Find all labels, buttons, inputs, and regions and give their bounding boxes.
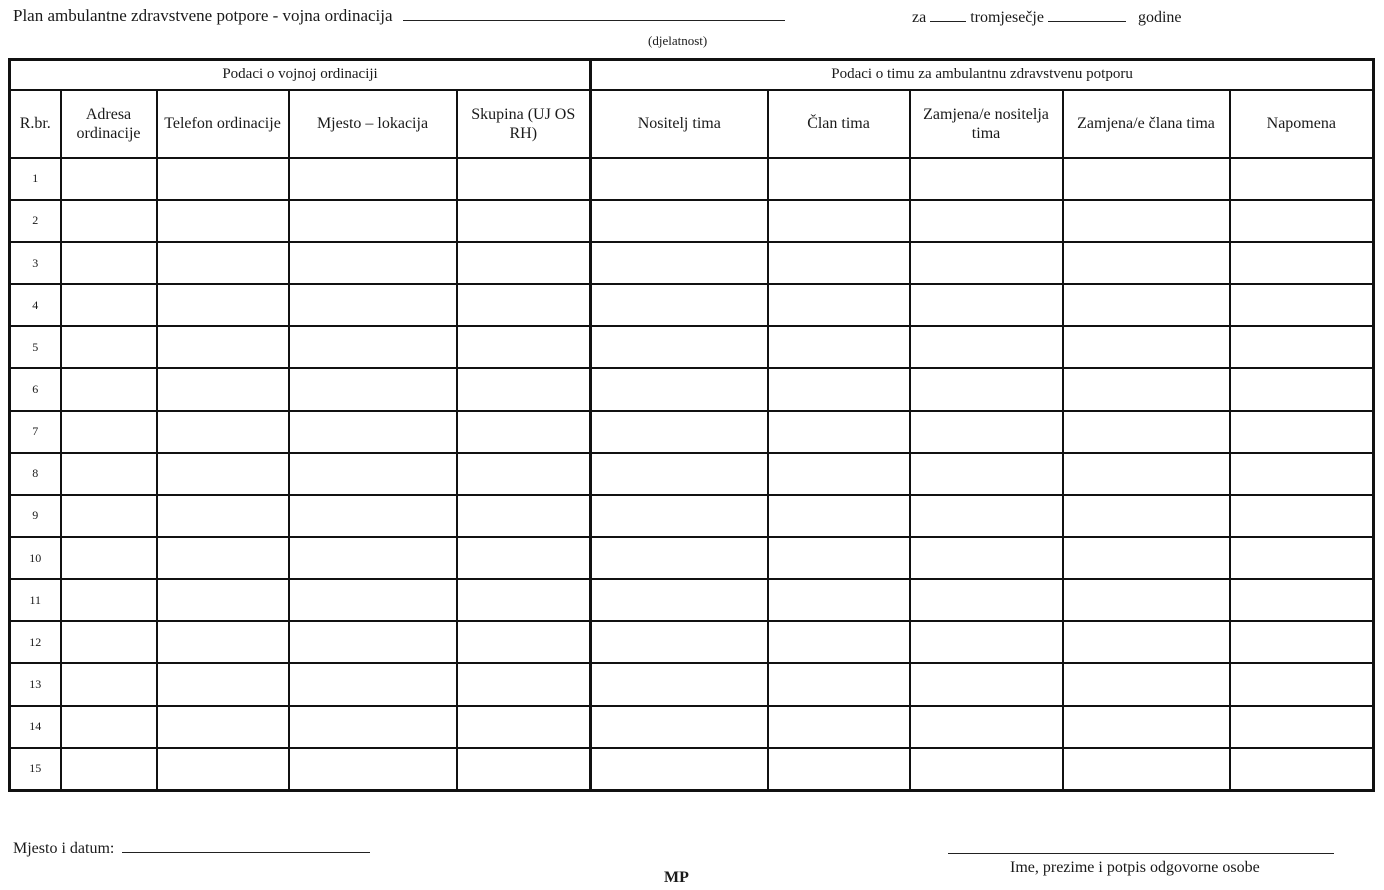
table-cell[interactable] bbox=[768, 284, 910, 326]
table-cell[interactable] bbox=[289, 453, 457, 495]
table-cell[interactable] bbox=[591, 368, 768, 410]
table-cell[interactable] bbox=[1063, 200, 1230, 242]
table-cell[interactable] bbox=[1063, 453, 1230, 495]
table-cell[interactable] bbox=[768, 158, 910, 200]
plan-table bbox=[8, 58, 1375, 792]
table-cell[interactable] bbox=[157, 200, 289, 242]
table-cell[interactable] bbox=[591, 200, 768, 242]
col-header-adresa: Adresa ordinacije bbox=[61, 90, 157, 158]
table-cell[interactable] bbox=[591, 495, 768, 537]
table-row bbox=[10, 537, 1374, 579]
row-number: 10 bbox=[10, 537, 61, 579]
table-cell[interactable] bbox=[157, 537, 289, 579]
group-header-tim: Podaci o timu za ambulantnu zdravstvenu potporu bbox=[591, 60, 1374, 90]
table-cell[interactable] bbox=[1063, 706, 1230, 748]
table-row bbox=[10, 621, 1374, 663]
table-cell[interactable] bbox=[289, 579, 457, 621]
table-cell[interactable] bbox=[1063, 663, 1230, 705]
table-cell[interactable] bbox=[768, 495, 910, 537]
table-cell[interactable] bbox=[157, 663, 289, 705]
table-cell[interactable] bbox=[768, 242, 910, 284]
table-cell[interactable] bbox=[289, 663, 457, 705]
table-cell[interactable] bbox=[910, 284, 1063, 326]
col-header-zamjena-nositelja: Zamjena/e nositelja tima bbox=[910, 90, 1063, 158]
table-cell[interactable] bbox=[1230, 326, 1374, 368]
table-cell[interactable] bbox=[910, 368, 1063, 410]
row-number: 3 bbox=[10, 242, 61, 284]
table-cell[interactable] bbox=[768, 411, 910, 453]
document-title bbox=[13, 3, 785, 26]
table-cell[interactable] bbox=[289, 621, 457, 663]
signature-label: Ime, prezime i potpis odgovorne osobe bbox=[1010, 859, 1260, 876]
table-row bbox=[10, 368, 1374, 410]
table-cell[interactable] bbox=[457, 453, 591, 495]
table-row bbox=[10, 453, 1374, 495]
row-number: 2 bbox=[10, 200, 61, 242]
table-cell[interactable] bbox=[1063, 326, 1230, 368]
table-row bbox=[10, 663, 1374, 705]
table-cell[interactable] bbox=[1230, 537, 1374, 579]
title-text: Plan ambulantne zdravstvene potpore - vojna ordinacija bbox=[13, 6, 393, 25]
table-cell[interactable] bbox=[1230, 748, 1374, 791]
signature-field[interactable] bbox=[948, 836, 1334, 854]
table-cell[interactable] bbox=[457, 411, 591, 453]
za-label: za bbox=[912, 9, 927, 26]
table-cell[interactable] bbox=[1230, 368, 1374, 410]
table-cell[interactable] bbox=[768, 326, 910, 368]
table-cell[interactable] bbox=[768, 453, 910, 495]
table-cell[interactable] bbox=[61, 158, 157, 200]
table-cell[interactable] bbox=[910, 242, 1063, 284]
column-header-row bbox=[10, 90, 1374, 158]
table-cell[interactable] bbox=[61, 453, 157, 495]
table-cell[interactable] bbox=[289, 158, 457, 200]
table-cell[interactable] bbox=[768, 621, 910, 663]
table-cell[interactable] bbox=[157, 368, 289, 410]
table-cell[interactable] bbox=[768, 663, 910, 705]
place-date-label: Mjesto i datum: bbox=[13, 840, 115, 857]
table-row bbox=[10, 326, 1374, 368]
table-cell[interactable] bbox=[289, 537, 457, 579]
table-cell[interactable] bbox=[591, 284, 768, 326]
table-cell[interactable] bbox=[289, 284, 457, 326]
table-cell[interactable] bbox=[591, 158, 768, 200]
table-cell[interactable] bbox=[1230, 453, 1374, 495]
col-header-napomena: Napomena bbox=[1230, 90, 1374, 158]
table-cell[interactable] bbox=[61, 579, 157, 621]
table-cell[interactable] bbox=[591, 579, 768, 621]
table-cell[interactable] bbox=[157, 326, 289, 368]
godine-label: godine bbox=[1137, 9, 1182, 26]
place-date-field[interactable] bbox=[122, 835, 370, 853]
table-cell[interactable] bbox=[457, 537, 591, 579]
tromjesecje-label: tromjesečje bbox=[970, 9, 1044, 26]
table-cell[interactable] bbox=[591, 706, 768, 748]
table-row bbox=[10, 495, 1374, 537]
table-cell[interactable] bbox=[1230, 284, 1374, 326]
row-number: 13 bbox=[10, 663, 61, 705]
table-cell[interactable] bbox=[157, 579, 289, 621]
col-header-skupina: Skupina (UJ OS RH) bbox=[457, 90, 591, 158]
table-cell[interactable] bbox=[61, 706, 157, 748]
table-cell[interactable] bbox=[61, 368, 157, 410]
table-cell[interactable] bbox=[1063, 495, 1230, 537]
table-cell[interactable] bbox=[768, 368, 910, 410]
col-header-nositelj: Nositelj tima bbox=[591, 90, 768, 158]
col-header-mjesto: Mjesto – lokacija bbox=[289, 90, 457, 158]
row-number: 14 bbox=[10, 706, 61, 748]
table-cell[interactable] bbox=[910, 537, 1063, 579]
table-cell[interactable] bbox=[1230, 242, 1374, 284]
table-cell[interactable] bbox=[1063, 284, 1230, 326]
table-cell[interactable] bbox=[1230, 621, 1374, 663]
table-cell[interactable] bbox=[591, 242, 768, 284]
table-row bbox=[10, 748, 1374, 791]
table-cell[interactable] bbox=[1230, 495, 1374, 537]
table-cell[interactable] bbox=[61, 411, 157, 453]
table-cell[interactable] bbox=[157, 453, 289, 495]
table-row bbox=[10, 158, 1374, 200]
table-cell[interactable] bbox=[1230, 158, 1374, 200]
col-header-telefon: Telefon ordinacije bbox=[157, 90, 289, 158]
table-cell[interactable] bbox=[289, 411, 457, 453]
table-cell[interactable] bbox=[457, 748, 591, 791]
table-cell[interactable] bbox=[289, 706, 457, 748]
table-cell[interactable] bbox=[910, 158, 1063, 200]
table-cell[interactable] bbox=[910, 326, 1063, 368]
table-cell[interactable] bbox=[1063, 158, 1230, 200]
table-cell[interactable] bbox=[157, 495, 289, 537]
table-cell[interactable] bbox=[910, 495, 1063, 537]
row-number: 5 bbox=[10, 326, 61, 368]
table-cell[interactable] bbox=[157, 284, 289, 326]
table-cell[interactable] bbox=[289, 242, 457, 284]
table-cell[interactable] bbox=[457, 158, 591, 200]
table-cell[interactable] bbox=[457, 200, 591, 242]
table-cell[interactable] bbox=[457, 706, 591, 748]
table-cell[interactable] bbox=[1230, 706, 1374, 748]
row-number: 12 bbox=[10, 621, 61, 663]
table-cell[interactable] bbox=[61, 495, 157, 537]
row-number: 15 bbox=[10, 748, 61, 791]
col-header-clan: Član tima bbox=[768, 90, 910, 158]
table-cell[interactable] bbox=[157, 158, 289, 200]
table-cell[interactable] bbox=[591, 326, 768, 368]
table-cell[interactable] bbox=[1063, 411, 1230, 453]
table-cell[interactable] bbox=[61, 242, 157, 284]
quarter-field[interactable] bbox=[930, 4, 966, 22]
activity-sublabel: (djelatnost) bbox=[648, 33, 708, 48]
col-header-rbr: R.br. bbox=[10, 90, 61, 158]
table-cell[interactable] bbox=[1063, 368, 1230, 410]
table-cell[interactable] bbox=[289, 200, 457, 242]
table-cell[interactable] bbox=[768, 706, 910, 748]
table-cell[interactable] bbox=[61, 748, 157, 791]
table-cell[interactable] bbox=[768, 537, 910, 579]
col-header-zamjena-clana: Zamjena/e člana tima bbox=[1063, 90, 1230, 158]
table-cell[interactable] bbox=[910, 453, 1063, 495]
place-date-line bbox=[13, 835, 370, 858]
table-cell[interactable] bbox=[1230, 200, 1374, 242]
row-number: 9 bbox=[10, 495, 61, 537]
table-cell[interactable] bbox=[157, 748, 289, 791]
table-cell[interactable] bbox=[910, 621, 1063, 663]
table-cell[interactable] bbox=[910, 663, 1063, 705]
table-cell[interactable] bbox=[910, 706, 1063, 748]
table-cell[interactable] bbox=[61, 200, 157, 242]
table-cell[interactable] bbox=[61, 326, 157, 368]
table-cell[interactable] bbox=[61, 621, 157, 663]
row-number: 4 bbox=[10, 284, 61, 326]
table-cell[interactable] bbox=[61, 537, 157, 579]
activity-field[interactable] bbox=[403, 3, 785, 21]
table-row bbox=[10, 284, 1374, 326]
table-cell[interactable] bbox=[591, 453, 768, 495]
table-cell[interactable] bbox=[591, 621, 768, 663]
table-cell[interactable] bbox=[289, 495, 457, 537]
table-cell[interactable] bbox=[1063, 242, 1230, 284]
year-field[interactable] bbox=[1048, 4, 1126, 22]
table-cell[interactable] bbox=[457, 495, 591, 537]
table-row bbox=[10, 706, 1374, 748]
table-cell[interactable] bbox=[591, 537, 768, 579]
group-header-ordinacija: Podaci o vojnoj ordinaciji bbox=[10, 60, 591, 90]
table-cell[interactable] bbox=[289, 748, 457, 791]
stamp-label: MP bbox=[664, 869, 689, 886]
table-cell[interactable] bbox=[157, 706, 289, 748]
table-cell[interactable] bbox=[910, 748, 1063, 791]
table-cell[interactable] bbox=[910, 411, 1063, 453]
table-row bbox=[10, 579, 1374, 621]
table-cell[interactable] bbox=[289, 326, 457, 368]
table-cell[interactable] bbox=[768, 200, 910, 242]
table-cell[interactable] bbox=[289, 368, 457, 410]
table-cell[interactable] bbox=[457, 368, 591, 410]
table-cell[interactable] bbox=[457, 242, 591, 284]
table-cell[interactable] bbox=[1063, 537, 1230, 579]
table-cell[interactable] bbox=[1063, 748, 1230, 791]
table-cell[interactable] bbox=[157, 621, 289, 663]
row-number: 6 bbox=[10, 368, 61, 410]
table-cell[interactable] bbox=[591, 411, 768, 453]
row-number: 1 bbox=[10, 158, 61, 200]
row-number: 11 bbox=[10, 579, 61, 621]
table-cell[interactable] bbox=[591, 748, 768, 791]
table-row bbox=[10, 242, 1374, 284]
table-cell[interactable] bbox=[61, 284, 157, 326]
table-cell[interactable] bbox=[1230, 663, 1374, 705]
table-cell[interactable] bbox=[1230, 411, 1374, 453]
table-cell[interactable] bbox=[591, 663, 768, 705]
table-cell[interactable] bbox=[1230, 579, 1374, 621]
table-body bbox=[10, 158, 1374, 791]
table-cell[interactable] bbox=[910, 200, 1063, 242]
table-cell[interactable] bbox=[457, 621, 591, 663]
table-cell[interactable] bbox=[157, 242, 289, 284]
table-cell[interactable] bbox=[457, 579, 591, 621]
table-row bbox=[10, 200, 1374, 242]
group-header-row bbox=[10, 60, 1374, 90]
table-cell[interactable] bbox=[457, 663, 591, 705]
quarter-year-line bbox=[912, 4, 1182, 27]
table-cell[interactable] bbox=[1063, 579, 1230, 621]
table-cell[interactable] bbox=[910, 579, 1063, 621]
table-cell[interactable] bbox=[768, 579, 910, 621]
table-cell[interactable] bbox=[1063, 621, 1230, 663]
table-row bbox=[10, 411, 1374, 453]
table-cell[interactable] bbox=[768, 748, 910, 791]
row-number: 7 bbox=[10, 411, 61, 453]
table-cell[interactable] bbox=[457, 326, 591, 368]
table-cell[interactable] bbox=[61, 663, 157, 705]
table-cell[interactable] bbox=[157, 411, 289, 453]
table-cell[interactable] bbox=[457, 284, 591, 326]
row-number: 8 bbox=[10, 453, 61, 495]
